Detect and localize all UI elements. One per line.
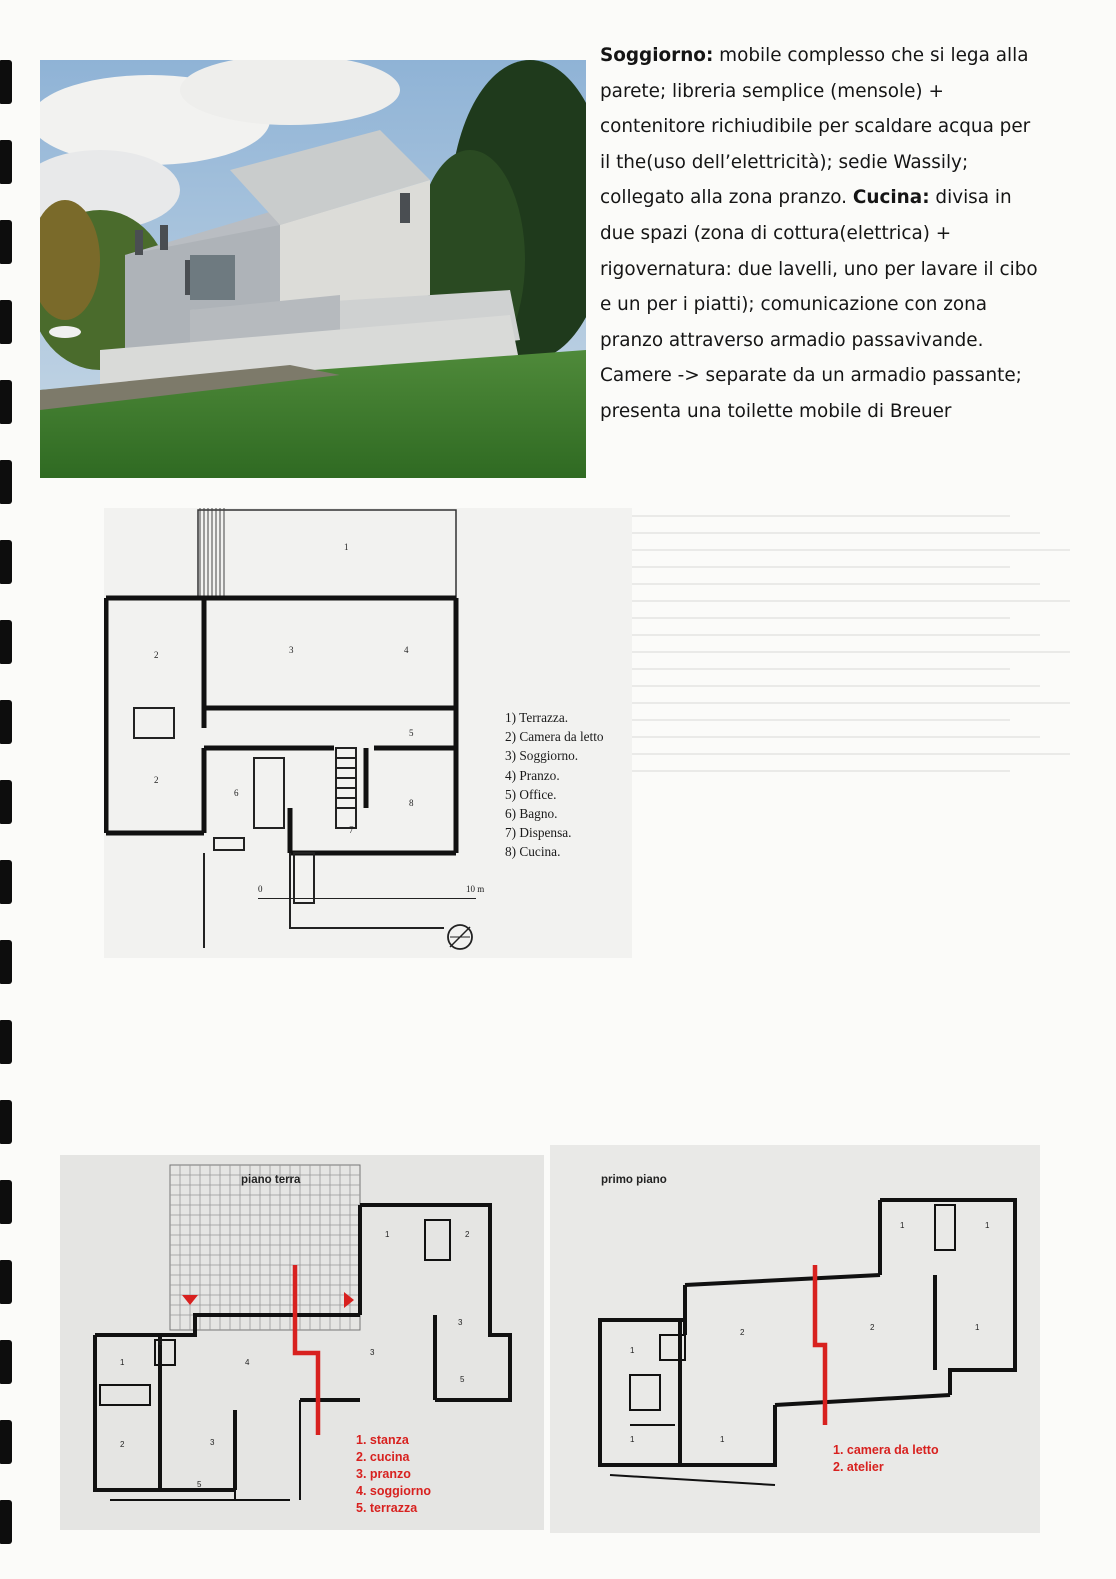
svg-text:1: 1 <box>120 1358 125 1367</box>
legend-item: 2. atelier <box>833 1460 884 1474</box>
svg-text:2: 2 <box>154 775 159 785</box>
svg-text:1: 1 <box>975 1323 980 1332</box>
show-through-line <box>630 617 1010 619</box>
binding-hole <box>0 700 12 744</box>
floor-plan-top-legend <box>505 708 604 862</box>
show-through-line <box>630 600 1070 602</box>
svg-text:1: 1 <box>985 1221 990 1230</box>
svg-text:2: 2 <box>870 1323 875 1332</box>
binding-hole <box>0 780 12 824</box>
svg-text:2: 2 <box>154 650 159 660</box>
svg-text:4: 4 <box>245 1358 250 1367</box>
svg-text:8: 8 <box>409 798 414 808</box>
soggiorno-label: Soggiorno: <box>600 45 714 66</box>
show-through-line <box>630 583 1040 585</box>
svg-text:7: 7 <box>349 825 354 835</box>
scale-start-label: 0 <box>258 884 263 894</box>
binding-hole <box>0 940 12 984</box>
svg-text:5: 5 <box>460 1375 465 1384</box>
binding-hole <box>0 1020 12 1064</box>
legend-item: 4) Pranzo. <box>505 767 560 783</box>
svg-text:3: 3 <box>458 1318 463 1327</box>
binding-hole <box>0 1420 12 1464</box>
soggiorno-paragraph <box>600 38 1040 358</box>
svg-text:3: 3 <box>210 1438 215 1447</box>
show-through-line <box>630 515 1010 517</box>
svg-text:1: 1 <box>630 1346 635 1355</box>
binding-hole <box>0 620 12 664</box>
svg-text:2: 2 <box>120 1440 125 1449</box>
cucina-label: Cucina: <box>852 187 930 209</box>
svg-text:5: 5 <box>197 1480 202 1489</box>
legend-item: 5. terrazza <box>356 1501 418 1515</box>
show-through-line <box>630 753 1070 755</box>
svg-text:2: 2 <box>465 1230 470 1239</box>
show-through-line <box>630 770 1010 772</box>
svg-text:4: 4 <box>404 645 409 655</box>
show-through-line <box>630 736 1040 738</box>
binding-hole <box>0 1260 12 1304</box>
show-through-line <box>630 668 1010 670</box>
camere-paragraph: Camere -> separate da un armadio passante; presenta una toilette mobile di Breuer <box>600 365 1022 422</box>
cucina-text: divisa in due spazi (zona di cottura(elettrica) + rigovernatura: due lavelli, uno per lavare il cibo e un per i piatti); comunicazione con zona pranzo attraverso armadio passavivande. <box>600 187 1038 351</box>
svg-text:2: 2 <box>740 1328 745 1337</box>
legend-item: 1. camera da letto <box>833 1443 939 1457</box>
first-floor-plan <box>550 1145 1040 1533</box>
binding-hole <box>0 300 12 344</box>
show-through-line <box>630 651 1070 653</box>
svg-text:5: 5 <box>409 728 414 738</box>
binding-hole <box>0 1100 12 1144</box>
binding-hole <box>0 1180 12 1224</box>
binding-hole <box>0 140 12 184</box>
svg-text:3: 3 <box>289 645 294 655</box>
legend-item: 4. soggiorno <box>356 1484 431 1498</box>
show-through-line <box>630 566 1010 568</box>
legend-item: 2. cucina <box>356 1450 410 1464</box>
svg-text:6: 6 <box>158 1338 163 1347</box>
binding-hole <box>0 220 12 264</box>
svg-text:1: 1 <box>900 1221 905 1230</box>
show-through-line <box>630 532 1040 534</box>
house-photo <box>40 60 586 478</box>
soggiorno-text: mobile complesso che si lega alla parete; libreria semplice (mensole) + contenitore richiudibile per scaldare acqua per il the(uso dell’elettricità); sedie Wassily; collegato alla zona pranzo. <box>600 45 1031 209</box>
binding-hole <box>0 1500 12 1544</box>
legend-item: 5) Office. <box>505 786 557 802</box>
legend-item: 3) Soggiorno. <box>505 748 579 764</box>
show-through-line <box>630 634 1040 636</box>
first-floor-title: primo piano <box>601 1174 667 1186</box>
notes-block <box>600 38 1040 430</box>
ground-floor-legend <box>356 1432 431 1517</box>
show-through-text <box>630 500 1090 787</box>
scale-bar <box>258 898 476 899</box>
show-through-line <box>630 719 1010 721</box>
binding-hole <box>0 380 12 424</box>
svg-text:1: 1 <box>720 1435 725 1444</box>
scale-end-label: 10 m <box>466 884 485 894</box>
legend-item: 1) Terrazza. <box>505 710 569 725</box>
svg-text:1: 1 <box>630 1435 635 1444</box>
svg-text:6: 6 <box>234 788 239 798</box>
show-through-line <box>630 549 1070 551</box>
show-through-line <box>630 702 1070 704</box>
binding-hole <box>0 60 12 104</box>
legend-item: 8) Cucina. <box>505 844 561 860</box>
legend-item: 6) Bagno. <box>505 806 558 822</box>
svg-text:1: 1 <box>344 542 349 552</box>
binding-hole <box>0 860 12 904</box>
spiral-binding <box>0 0 16 1579</box>
svg-text:1: 1 <box>385 1230 390 1239</box>
legend-item: 7) Dispensa. <box>505 825 572 841</box>
legend-item: 2) Camera da letto <box>505 729 604 745</box>
legend-item: 3. pranzo <box>356 1467 411 1481</box>
legend-item: 1. stanza <box>356 1433 409 1447</box>
ground-floor-plan <box>60 1155 544 1530</box>
svg-text:3: 3 <box>370 1348 375 1357</box>
binding-hole <box>0 1340 12 1384</box>
binding-hole <box>0 540 12 584</box>
binding-hole <box>0 460 12 504</box>
first-floor-legend <box>833 1442 939 1476</box>
ground-floor-title: piano terra <box>241 1174 301 1186</box>
north-arrow-icon <box>445 922 475 956</box>
show-through-line <box>630 685 1040 687</box>
